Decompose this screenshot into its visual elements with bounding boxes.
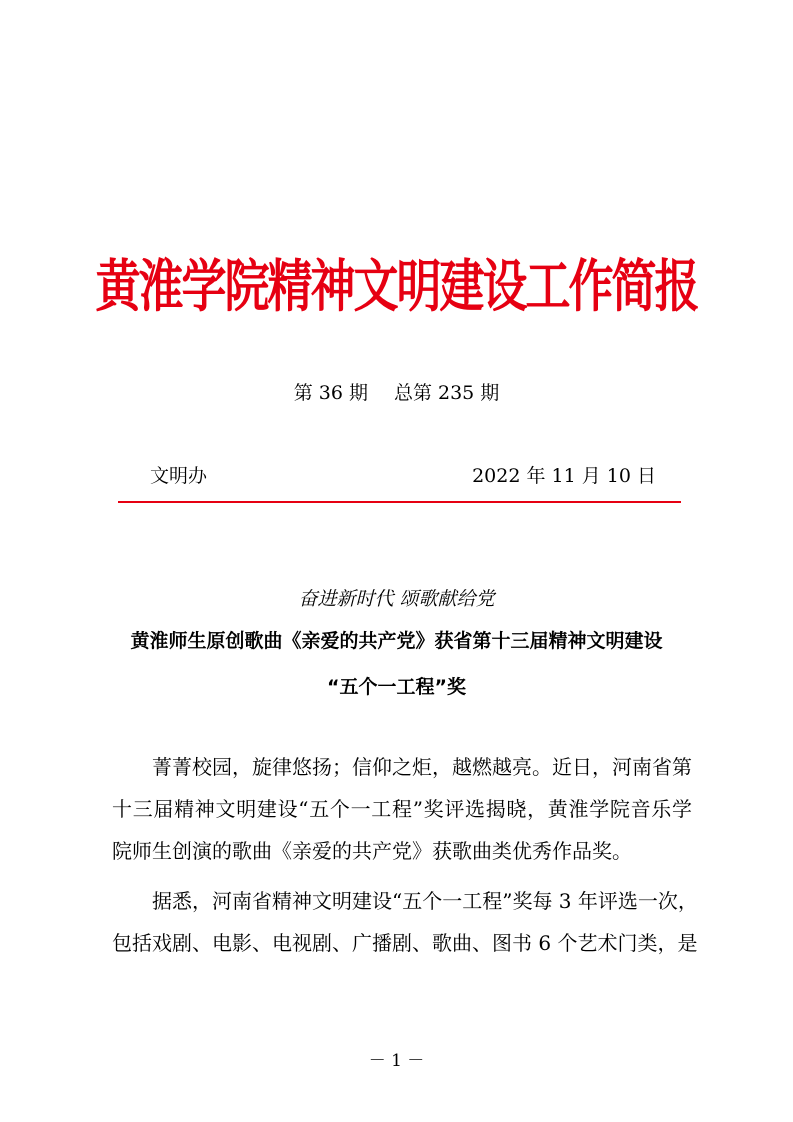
article-subtitle: 奋进新时代 颂歌献给党 [298,588,495,610]
issue-date: 2022 年 11 月 10 日 [472,465,656,487]
article-headline-line-2: “五个一工程”奖 [327,676,466,698]
issue-line [0,378,793,405]
paragraph-line: 据悉，河南省精神文明建设“五个一工程”奖每 3 年评选一次， [152,889,698,913]
page-number: － 1 － [368,1051,425,1071]
paragraph-2 [112,880,698,964]
paragraph-line: 院师生创演的歌曲《亲爱的共产党》获歌曲类优秀作品奖。 [112,839,632,863]
article-headline-line-1: 黄淮师生原创歌曲《亲爱的共产党》获省第十三届精神文明建设 [130,630,663,652]
issue-number: 第 36 期 [293,382,368,404]
issuer: 文明办 [150,465,208,487]
paragraph-line: 包括戏剧、电影、电视剧、广播剧、歌曲、图书 6 个艺术门类，是 [112,931,698,955]
issue-total: 总第 235 期 [393,382,500,404]
paragraph-1 [112,746,692,872]
paragraph-line: 菁菁校园，旋律悠扬；信仰之炬，越燃越亮。近日，河南省第 [152,755,692,779]
paragraph-line: 十三届精神文明建设“五个一工程”奖评选揭晓，黄淮学院音乐学 [112,797,692,821]
header-divider [118,501,681,503]
masthead-title: 黄淮学院精神文明建设工作简报 [95,253,698,320]
